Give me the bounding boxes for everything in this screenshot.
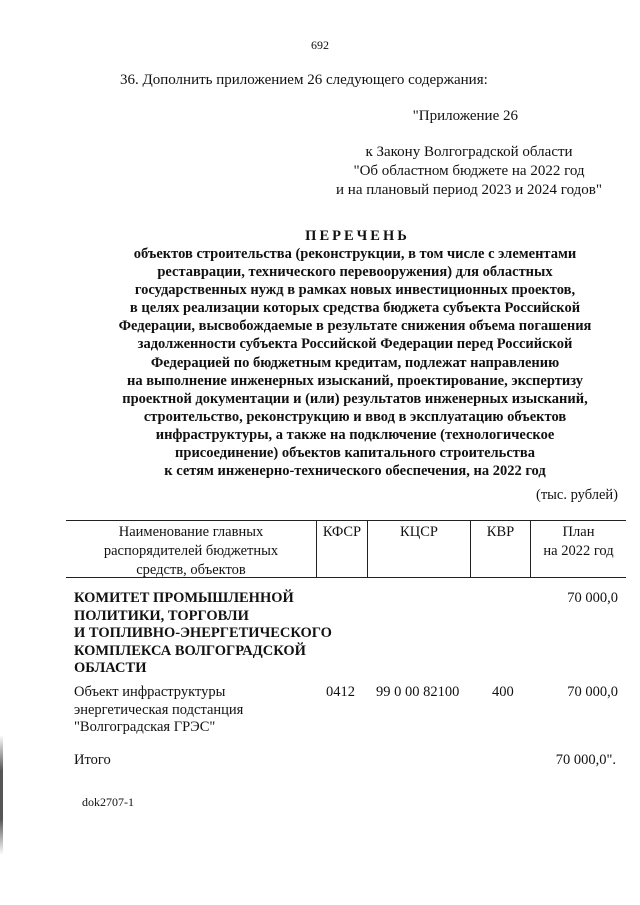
- description-line: задолженности субъекта Российской Федерации перед Российской: [137, 336, 573, 353]
- table-row-object-kvr: 400: [492, 684, 514, 700]
- scan-edge-mark: [0, 735, 3, 855]
- table-total-label: Итого: [74, 752, 111, 768]
- description-line: проектной документации и (или) результатов инженерных изысканий,: [122, 390, 588, 407]
- table-top-rule: [66, 520, 626, 521]
- row-name-line: КОМИТЕТ ПРОМЫШЛЕННОЙ: [74, 590, 294, 606]
- table-row-object-kfsr: 0412: [326, 684, 355, 700]
- header-plan-line: План: [562, 524, 595, 540]
- list-title: ПЕРЕЧЕНЬ: [305, 228, 410, 244]
- table-row-object-name: [74, 684, 314, 737]
- description-line: Федерацией по бюджетным кредитам, подлежат направлению: [150, 354, 560, 371]
- description-line: к сетям инженерно-технического обеспечения, на 2022 год: [164, 463, 546, 480]
- page-number: 692: [311, 38, 329, 52]
- row-name-line: ОБЛАСТИ: [74, 660, 147, 676]
- document-code: dok2707-1: [82, 795, 134, 809]
- header-plan: [531, 523, 626, 561]
- units-label: (тыс. рублей): [536, 487, 618, 503]
- header-name-line: распорядителей бюджетных: [103, 543, 279, 559]
- description-line: строительство, реконструкцию и ввод в эксплуатацию объектов: [143, 408, 567, 425]
- table-total-value: 70 000,0".: [555, 752, 616, 768]
- law-reference: [336, 143, 602, 200]
- table-row-committee-name: [74, 590, 332, 678]
- header-name-line: Наименование главных: [118, 524, 264, 540]
- row-name-line: ПОЛИТИКИ, ТОРГОВЛИ: [74, 607, 249, 624]
- description-line: инфраструктуры, а также на подключение (технологическое: [155, 426, 555, 443]
- row-name-line: И ТОПЛИВНО-ЭНЕРГЕТИЧЕСКОГО: [74, 625, 332, 641]
- amendment-intro: 36. Дополнить приложением 26 следующего содержания:: [120, 72, 488, 88]
- description-line: на выполнение инженерных изысканий, проектирование, экспертизу: [127, 372, 583, 389]
- description-line: в целях реализации которых средства бюджета субъекта Российской: [129, 300, 581, 317]
- row-name-line: энергетическая подстанция: [74, 701, 244, 718]
- row-name-line: КОМПЛЕКСА ВОЛГОГРАДСКОЙ: [74, 642, 306, 659]
- row-name-line: "Волгоградская ГРЭС": [74, 719, 216, 735]
- law-reference-line: и на плановый период 2023 и 2024 годов": [336, 182, 602, 198]
- header-name-line: средств, объектов: [136, 562, 246, 578]
- header-kcsr: КЦСР: [400, 524, 438, 540]
- law-reference-line: к Закону Волгоградской области: [365, 144, 573, 160]
- header-plan-line: на 2022 год: [543, 543, 614, 559]
- description-line: государственных нужд в рамках новых инвестиционных проектов,: [134, 282, 576, 299]
- description-line: присоединение) объектов капитального строительства: [175, 445, 535, 462]
- table-row-object-plan: 70 000,0: [567, 684, 618, 700]
- table-row-object-kcsr: 99 0 00 82100: [376, 684, 460, 700]
- list-description: [70, 245, 640, 480]
- law-reference-line: "Об областном бюджете на 2022 год: [353, 163, 585, 179]
- row-name-line: Объект инфраструктуры: [74, 684, 226, 700]
- description-line: реставрации, технического перевооружения) для областных: [157, 264, 553, 281]
- header-name: [66, 523, 316, 580]
- table-row-committee-plan: 70 000,0: [567, 590, 618, 606]
- description-line: Федерации, высвобождаемые в результате снижения объема погашения: [118, 318, 592, 335]
- header-kfsr: КФСР: [322, 524, 362, 540]
- header-kvr: КВР: [486, 524, 515, 540]
- appendix-label: "Приложение 26: [412, 108, 518, 124]
- description-line: объектов строительства (реконструкции, в том числе с элементами: [133, 246, 577, 262]
